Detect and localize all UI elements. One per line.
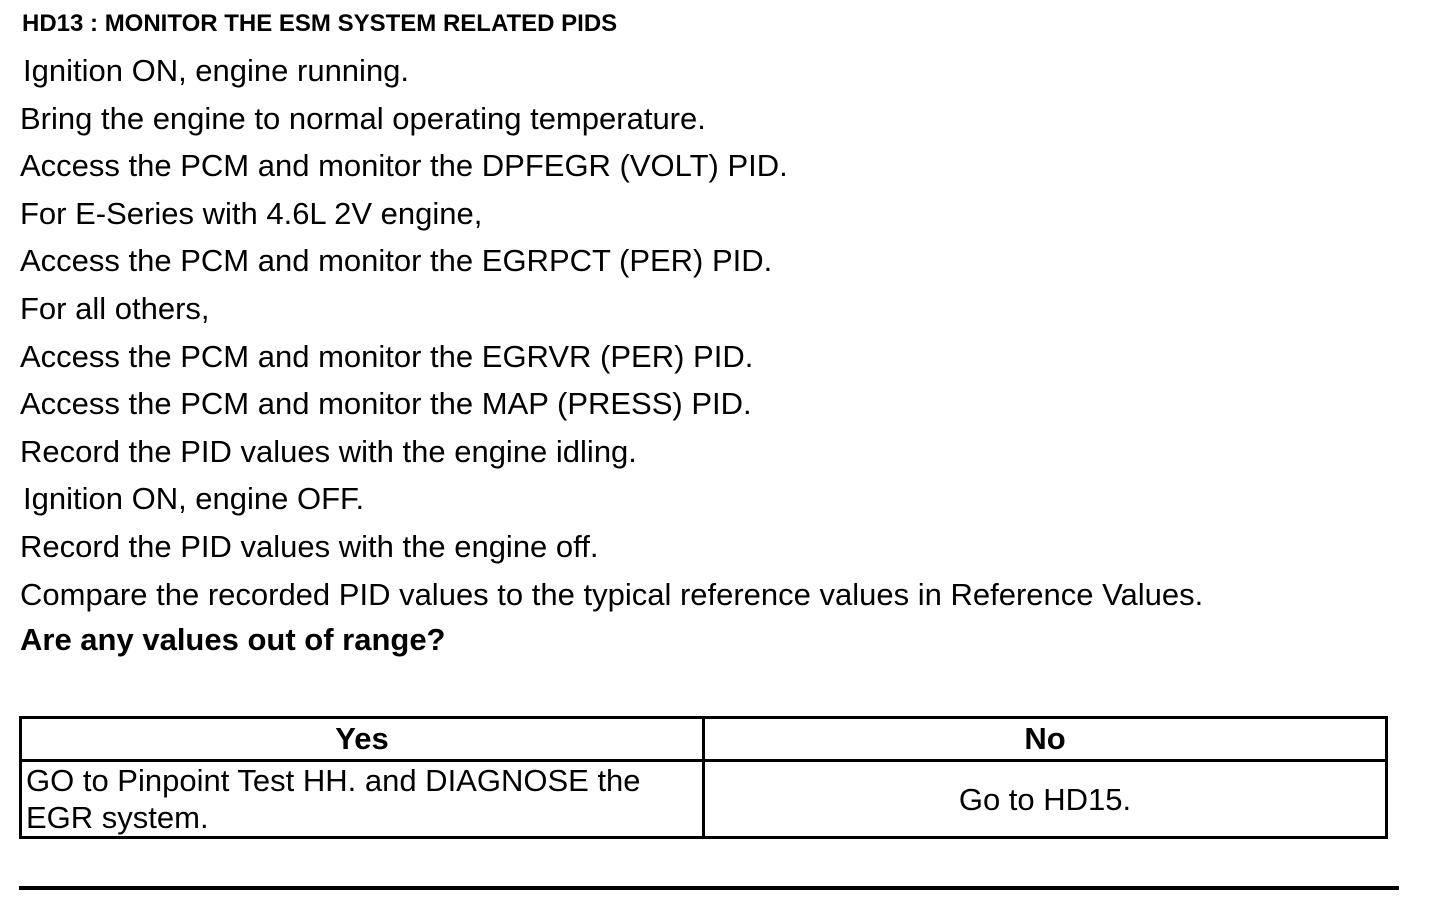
yes-action: GO to Pinpoint Test HH. and DIAGNOSE the EGR system. — [21, 761, 704, 838]
instruction-line: Bring the engine to normal operating temperature. — [20, 100, 706, 136]
instruction-line: Access the PCM and monitor the DPFEGR (VOLT) PID. — [20, 148, 788, 184]
instruction-line: Compare the recorded PID values to the typical reference values in Reference Values. — [20, 576, 1204, 612]
no-action: Go to HD15. — [704, 761, 1387, 838]
instruction-line: For E-Series with 4.6L 2V engine, — [20, 195, 483, 231]
answer-header-row — [21, 718, 1387, 761]
instruction-line: Access the PCM and monitor the EGRPCT (PER) PID. — [20, 243, 773, 279]
instruction-line: For all others, — [20, 290, 210, 326]
instruction-line: Record the PID values with the engine idling. — [20, 433, 637, 469]
no-header: No — [704, 718, 1387, 761]
instruction-line: Ignition ON, engine running. — [23, 53, 410, 88]
section-divider — [19, 886, 1399, 890]
decision-question: Are any values out of range? — [20, 622, 446, 657]
instruction-line: Access the PCM and monitor the MAP (PRESS) PID. — [20, 386, 752, 422]
step-instructions — [20, 47, 1203, 618]
instruction-line: Record the PID values with the engine off. — [20, 528, 599, 564]
answer-table — [19, 716, 1388, 839]
step-heading: HD13 : MONITOR THE ESM SYSTEM RELATED PIDS — [22, 10, 618, 37]
instruction-line: Ignition ON, engine OFF. — [23, 481, 365, 517]
answer-action-row — [21, 761, 1387, 838]
instruction-line: Access the PCM and monitor the EGRVR (PER) PID. — [20, 338, 754, 374]
yes-header: Yes — [21, 718, 704, 761]
